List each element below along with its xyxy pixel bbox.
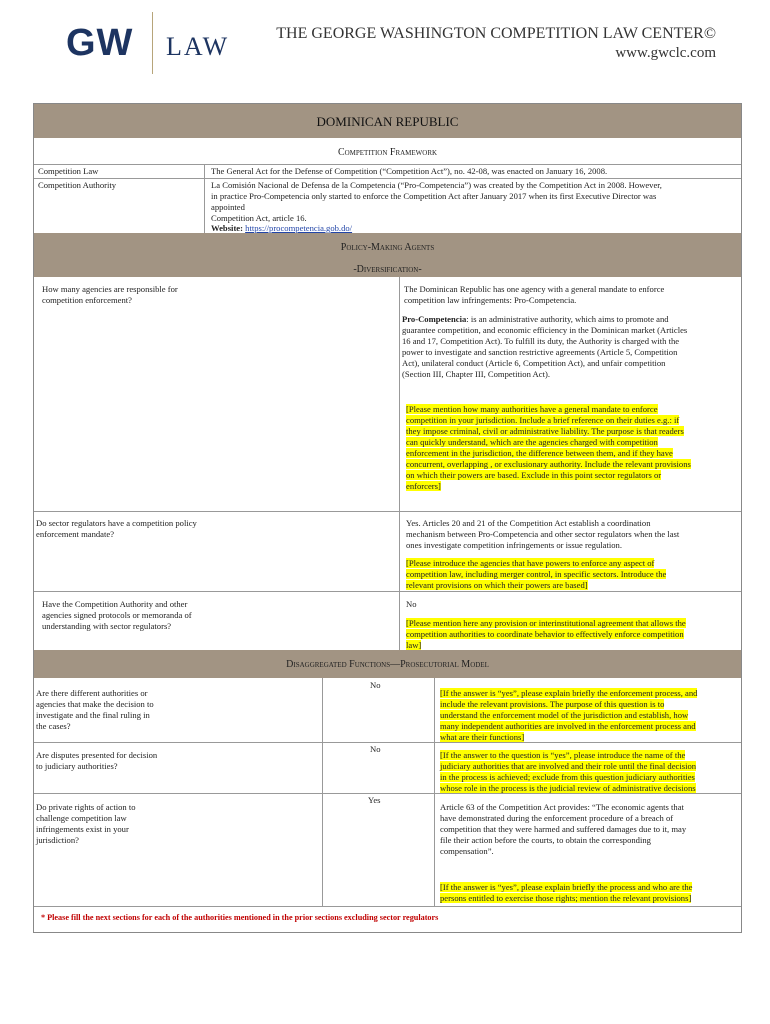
d2-question: Are disputes presented for decision [36, 750, 158, 760]
q1-note: enforcement in the jurisdiction, the difference between them, and if they have [406, 448, 673, 458]
q1-answer: competition law infringements: Pro-Competencia. [404, 295, 577, 305]
q2-question: enforcement mandate? [36, 529, 115, 539]
d1-question: investigate and the final ruling in [36, 710, 150, 720]
website-link[interactable]: https://procompetencia.gob.do/ [245, 223, 353, 233]
d3-detail: competition that they were harmed and suffered damages due to it, may [440, 824, 687, 834]
logo-law-text: LAW [166, 32, 230, 61]
q2-note: [Please introduce the agencies that have powers to enforce any aspect of [406, 558, 655, 568]
framework-heading: Competition Framework [337, 147, 438, 158]
divider [34, 906, 741, 907]
q3-note: [Please mention here any provision or interinstitutional agreement that allows the [406, 618, 686, 628]
document-table [33, 103, 742, 933]
d1-question: the cases? [36, 721, 71, 731]
d1-note: many independent authorities are involved in the enforcement process and [440, 721, 696, 731]
q2-answer: mechanism between Pro-Competencia and other sector regulators when the last [406, 529, 680, 539]
d2-note: in the process is achieved; exclude from this question judiciary authorities [440, 772, 695, 782]
d1-note: what are their functions] [440, 732, 525, 742]
d3-answer: Yes [368, 795, 381, 805]
q1-detail: Act), unilateral conduct (Article 6, Competition Act), and unfair competition [402, 358, 666, 368]
authority-line: appointed [211, 202, 245, 212]
divider [204, 164, 205, 233]
q1-detail: 16 and 17, Competition Act). To fulfill its duty, the Authority is charged with the [402, 336, 680, 346]
q3-question: agencies signed protocols or memoranda of [42, 610, 192, 620]
divider [34, 511, 741, 512]
logo-divider [152, 12, 153, 74]
q1-note: on which their powers are based. Exclude in this point sector regulators or [406, 470, 662, 480]
d3-detail: have demonstrated during the enforcement procedure of a breach of [440, 813, 674, 823]
gw-law-logo [66, 12, 238, 76]
divider [34, 178, 741, 179]
divider [34, 742, 741, 743]
q1-detail: (Section III, Chapter III, Competition Act). [402, 369, 550, 379]
authority-line: La Comisión Nacional de Defensa de la Competencia (“Pro-Competencia”) was created by the Competition Act in 2008. However, [211, 180, 662, 190]
competition-law-value: The General Act for the Defense of Competition (“Competition Act”), no. 42-08, was enacted on January 16, 2008. [211, 166, 608, 176]
q1-note: [Please mention how many authorities have a general mandate to enforce [406, 404, 658, 414]
d3-detail: file their action before the courts, to obtain the corresponding [440, 835, 651, 845]
q1-note: they impose criminal, civil or administrative liability. The purpose is that readers [406, 426, 684, 436]
q1-question: How many agencies are responsible for [42, 284, 178, 294]
q1-answer: The Dominican Republic has one agency with a general mandate to enforce [404, 284, 665, 294]
q1-note: can quickly understand, which are the agencies charged with competition [406, 437, 658, 447]
d2-note: judiciary authorities that are involved and their role until the final decision [440, 761, 697, 771]
q3-note: law] [406, 640, 422, 650]
policy-heading: Policy-Making Agents [340, 242, 435, 253]
center-title: THE GEORGE WASHINGTON COMPETITION LAW CENTER© [276, 25, 716, 42]
center-url: www.gwclc.com [615, 45, 716, 61]
q1-detail: power to investigate and sanction restrictive agreements (Article 5, Competition [402, 347, 678, 357]
d1-question: agencies that make the decision to [36, 699, 154, 709]
q3-note: competition authorities to coordinate behavior to effectively enforce competition [406, 629, 684, 639]
d2-note: whose role in the process is the judicial review of administrative decisions [440, 783, 696, 793]
d3-question: challenge competition law [36, 813, 127, 823]
divider [399, 277, 400, 650]
country-title: DOMINICAN REPUBLIC [316, 114, 459, 129]
q1-note: concurrent, overlapping , or exclusionary authority. Include the relevant provisions [406, 459, 691, 469]
d2-note: [If the answer to the question is “yes”, please introduce the name of the [440, 750, 686, 760]
q1-detail [402, 314, 669, 325]
competition-law-label: Competition Law [38, 166, 99, 176]
d2-answer: No [370, 744, 381, 754]
divider [34, 793, 741, 794]
q1-detail: guarantee competition, and economic efficiency in the Dominican market (Articles [402, 325, 688, 335]
q2-answer: Yes. Articles 20 and 21 of the Competition Act establish a coordination [406, 518, 651, 528]
q2-question: Do sector regulators have a competition policy [36, 518, 197, 528]
d2-question: to judiciary authorities? [36, 761, 118, 771]
q3-answer: No [406, 599, 417, 609]
policy-subheading: -Diversification- [353, 264, 422, 275]
authority-line: in practice Pro-Competencia only started to enforce the Competition Act after January 2017 when its first Executive Director was [211, 191, 657, 201]
d1-note: [If the answer is “yes”, please explain briefly the enforcement process, and [440, 688, 698, 698]
q1-note: enforcers] [406, 481, 441, 491]
d1-answer: No [370, 680, 381, 690]
q2-answer: ones investigate competition infringements or issue regulation. [406, 540, 622, 550]
d1-note: include the relevant provisions. The purpose of this question is to [440, 699, 665, 709]
footer-note: * Please fill the next sections for each of the authorities mentioned in the prior sections excluding sector regulators [41, 913, 439, 922]
competition-authority-label: Competition Authority [38, 180, 117, 190]
logo-gw-text: GW [66, 22, 134, 64]
q1-question: competition enforcement? [42, 295, 132, 305]
q1-note: competition in your jurisdiction. Include a brief reference on their duties e.g.: if [406, 415, 680, 425]
procompetencia-bold: Pro-Competencia [402, 314, 467, 324]
d3-detail: compensation”. [440, 846, 494, 856]
d1-note: understand the enforcement model of the jurisdiction and establish, how [440, 710, 689, 720]
authority-line: Competition Act, article 16. [211, 213, 307, 223]
q3-question: understanding with sector regulators? [42, 621, 172, 631]
q1-detail-text: : is an administrative authority, which aims to promote and [466, 314, 669, 324]
d3-question: infringements exist in your [36, 824, 129, 834]
divider [434, 678, 435, 906]
disaggregated-heading: Disaggregated Functions—Prosecutorial Model [286, 659, 489, 670]
d3-note: persons entitled to exercise those rights; mention the relevant provisions] [440, 893, 692, 903]
d3-question: Do private rights of action to [36, 802, 136, 812]
website-label: Website: [211, 223, 243, 233]
divider [34, 164, 741, 165]
q2-note: relevant provisions on which their powers are based] [406, 580, 588, 590]
d3-note: [If the answer is “yes”, please explain briefly the process and who are the [440, 882, 693, 892]
d3-detail: Article 63 of the Competition Act provides: “The economic agents that [440, 802, 684, 812]
q3-question: Have the Competition Authority and other [42, 599, 188, 609]
divider [34, 591, 741, 592]
q2-note: competition law, including merger control, in specific sectors. Introduce the [406, 569, 667, 579]
divider [322, 678, 323, 906]
d3-question: jurisdiction? [36, 835, 79, 845]
d1-question: Are there different authorities or [36, 688, 148, 698]
